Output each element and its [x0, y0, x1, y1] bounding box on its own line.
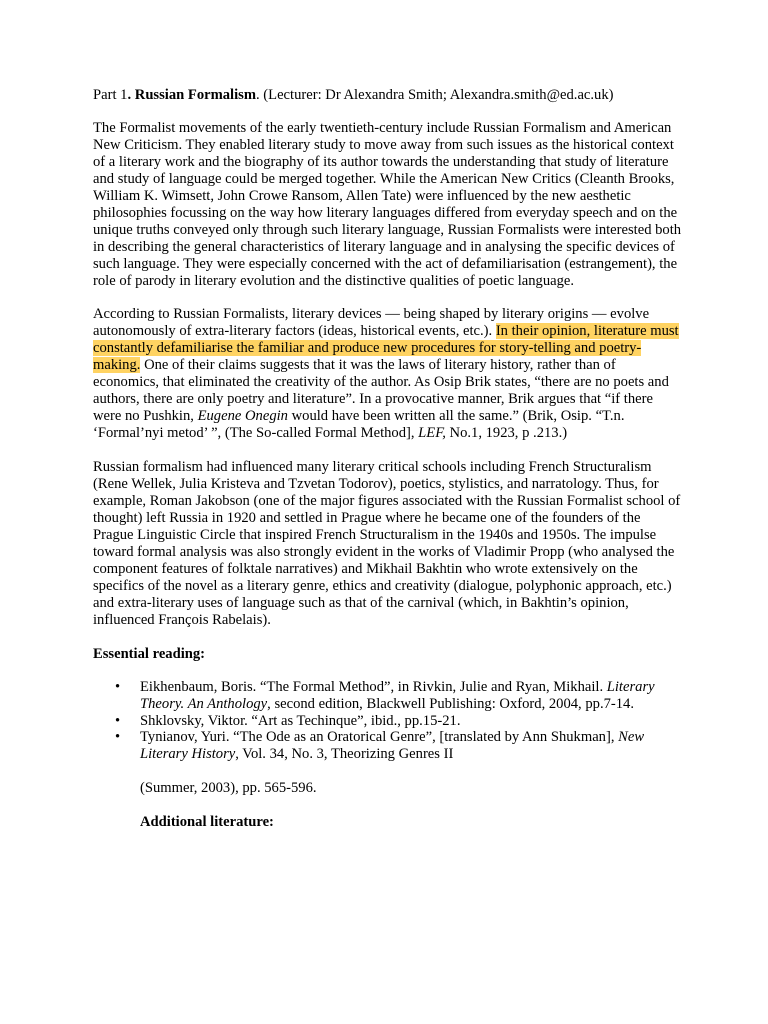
reading-item-text-end: , Vol. 34, No. 3, Theorizing Genres II	[235, 746, 454, 763]
reading-item-text: Shklovsky, Viktor. “Art as Techinque”, ibid., pp.15-21.	[140, 712, 461, 729]
p2-brik-text: One of their claims suggests that it was the laws of literary history, rather than of economics, that eliminated the creativity of the author. As Osip Brik states, “there are no poets and authors, there are only poetry and literature”. In a provocative manner, Brik argues that “if there were no Pushkin,	[93, 357, 669, 425]
document-page	[93, 87, 683, 831]
additional-literature-heading	[93, 814, 683, 831]
reading-item-text: Tynianov, Yuri. “The Ode as an Oratorical Genre”, [translated by Ann Shukman],	[140, 729, 619, 746]
part-dot: .	[127, 87, 132, 103]
bullet-icon: •	[115, 729, 121, 746]
essential-reading-heading	[93, 646, 683, 663]
reading-item-shklovsky	[93, 713, 683, 730]
section-title: Russian Formalism	[134, 87, 256, 103]
paragraph-formalist-movements: The Formalist movements of the early twentieth-century include Russian Formalism and American New Criticism. They enabled literary study to move away from such issues as the historical context of a literary work and the biography of its author towards the understanding that study of literature and study of language could be merged together. While the American New Critics (Cleanth Brooks, William K. Wimsett, John Crowe Ransom, Allen Tate) were influenced by the new aesthetic philosophies focussing on the way how literary languages differed from everyday speech and on the unique truths conveyed only through such literary language, Russian Formalists were interested both in describing the general characteristics of literary language and in analysing the specific devices of such language. They were especially concerned with the act of defamiliarisation (estrangement), the role of parody in literary evolution and the distinctive qualities of poetic language.	[93, 119, 682, 289]
lecturer-info: . (Lecturer: Dr Alexandra Smith; Alexandra.smith@ed.ac.uk)	[256, 87, 614, 103]
reading-item-italic: New Literary History	[140, 729, 645, 763]
reading-item-tynianov	[93, 729, 683, 763]
p2-citation-text: would have been written all the same.” (Brik, Osip. “T.n. ‘Formal’nyi metod’ ”, (The So-called Formal Method],	[93, 408, 625, 442]
essential-reading-list	[93, 679, 683, 764]
reading-item-eikhenbaum	[93, 679, 683, 713]
bullet-icon: •	[115, 712, 121, 729]
reading-item-italic: Literary Theory. An Anthology	[140, 678, 655, 712]
eugene-onegin-title: Eugene Onegin	[197, 408, 288, 425]
bullet-icon: •	[115, 678, 121, 695]
p2-citation-end: No.1, 1923, p .213.)	[445, 425, 568, 442]
reading-item-continuation: (Summer, 2003), pp. 565-596.	[140, 780, 317, 797]
part-number: Part 1	[93, 87, 128, 103]
p2-intro-text: According to Russian Formalists, literary devices — being shaped by literary origins — evolve autonomously of extra-literary factors (ideas, historical events, etc.).	[93, 306, 650, 340]
paragraph-russian-formalists	[93, 306, 683, 442]
reading-item-text-end: , second edition, Blackwell Publishing: Oxford, 2004, pp.7-14.	[267, 695, 634, 712]
additional-literature-label: Additional literature:	[140, 814, 274, 831]
document-heading	[93, 87, 683, 104]
highlighted-text: In their opinion, literature must constantly defamiliarise the familiar and produce new procedures for story-telling and poetry-making.	[93, 323, 679, 374]
paragraph-influence: Russian formalism had influenced many literary critical schools including French Structuralism (Rene Wellek, Julia Kristeva and Tzvetan Todorov), poetics, stylistics, and narratology. Thus, for example, Roman Jakobson (one of the major figures associated with the Russian Formalist school of thought) left Russia in 1920 and settled in Prague where he became one of the founders of the Prague Linguistic Circle that inspired French Structuralism in the 1940s and 1950s. The impulse toward formal analysis was also strongly evident in the works of Vladimir Propp (who analysed the component features of folktale narratives) and Mikhail Bakhtin who wrote extensively on the specifics of the novel as a literary genre, ethics and creativity (dialogue, polyphonic approach, etc.) and extra-literary uses of language such as that of the carnival (which, in Bakhtin’s opinion, influenced François Rabelais).	[93, 459, 681, 628]
essential-reading-label: Essential reading:	[93, 645, 206, 662]
lef-title: LEF,	[418, 425, 446, 442]
reading-item-text: Eikhenbaum, Boris. “The Formal Method”, in Rivkin, Julie and Ryan, Mikhail.	[140, 678, 607, 695]
